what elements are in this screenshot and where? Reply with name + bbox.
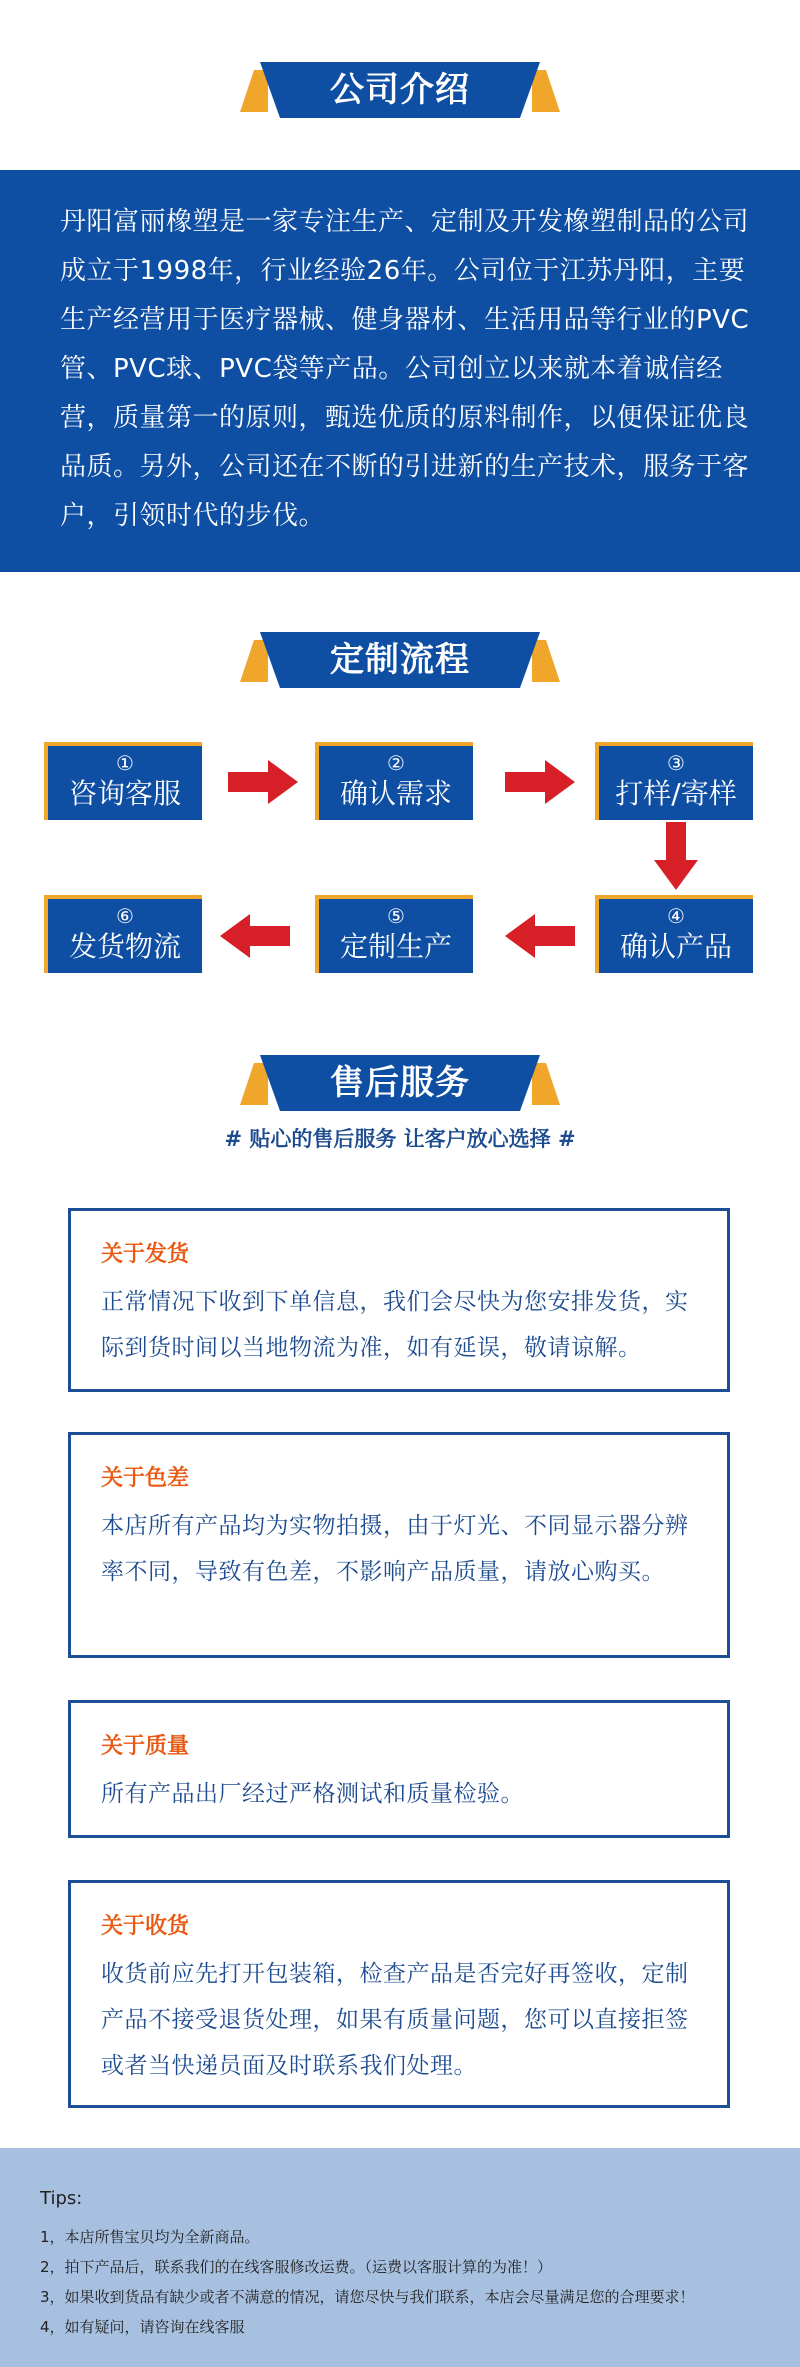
service-card-receiving xyxy=(68,1880,730,2108)
step-number: ③ xyxy=(667,751,685,775)
service-card-heading: 关于发货 xyxy=(101,1242,190,1267)
step-label: 确认产品 xyxy=(619,930,732,963)
service-card-body: 所有产品出厂经过严格测试和质量检验。 xyxy=(101,1781,524,1807)
tips-heading: Tips: xyxy=(40,2188,83,2209)
process-step-3 xyxy=(595,742,753,820)
service-card-color xyxy=(68,1432,730,1658)
intro-panel xyxy=(0,170,800,572)
tips-line: 4，如有疑问，请咨询在线客服 xyxy=(40,2318,245,2336)
step-label: 咨询客服 xyxy=(68,777,181,810)
service-card-body: 本店所有产品均为实物拍摄，由于灯光、不同显示器分辨率不同，导致有色差，不影响产品质量，请放心购买。 xyxy=(101,1513,689,1585)
arrow-right-icon xyxy=(228,760,298,804)
tips-line: 1，本店所售宝贝均为全新商品。 xyxy=(40,2228,260,2246)
process-step-1 xyxy=(44,742,202,820)
step-number: ① xyxy=(116,751,134,775)
arrow-left-icon xyxy=(505,914,575,958)
step-number: ⑤ xyxy=(387,904,405,928)
service-card-quality xyxy=(68,1700,730,1838)
arrow-down-icon xyxy=(654,822,698,890)
process-step-4 xyxy=(595,895,753,973)
arrow-left-icon xyxy=(220,914,290,958)
process-title-banner xyxy=(240,632,560,688)
step-number: ② xyxy=(387,751,405,775)
service-card-shipping xyxy=(68,1208,730,1392)
intro-body: 丹阳富丽橡塑是一家专注生产、定制及开发橡塑制品的公司成立于1998年，行业经验26年。公司位于江苏丹阳，主要生产经营用于医疗器械、健身器材、生活用品等行业的PVC管、PVC球、PVC袋等产品。公司创立以来就本着诚信经营，质量第一的原则，甄选优质的原料制作，以便保证优良品质。另外，公司还在不断的引进新的生产技术，服务于客户，引领时代的步伐。 xyxy=(60,207,750,531)
tips-line: 2，拍下产品后，联系我们的在线客服修改运费。（运费以客服计算的为准！） xyxy=(40,2258,553,2276)
step-number: ④ xyxy=(667,904,685,928)
service-card-heading: 关于质量 xyxy=(101,1734,190,1759)
step-label: 打样/寄样 xyxy=(615,777,737,810)
intro-title: 公司介绍 xyxy=(330,70,470,110)
intro-title-banner xyxy=(240,62,560,118)
process-step-6 xyxy=(44,895,202,973)
service-subtitle: # 贴心的售后服务 让客户放心选择 # xyxy=(224,1127,576,1151)
service-card-body: 正常情况下收到下单信息，我们会尽快为您安排发货，实际到货时间以当地物流为准，如有延误，敬请谅解。 xyxy=(101,1289,689,1361)
step-number: ⑥ xyxy=(116,904,134,928)
process-step-5 xyxy=(315,895,473,973)
step-label: 定制生产 xyxy=(339,930,452,963)
service-card-heading: 关于色差 xyxy=(101,1466,190,1491)
tips-panel xyxy=(0,2148,800,2367)
service-title: 售后服务 xyxy=(330,1063,470,1103)
service-title-banner xyxy=(240,1055,560,1111)
service-card-body: 收货前应先打开包装箱，检查产品是否完好再签收，定制产品不接受退货处理，如果有质量问题，您可以直接拒签或者当快递员面及时联系我们处理。 xyxy=(101,1961,689,2079)
tips-line: 3，如果收到货品有缺少或者不满意的情况，请您尽快与我们联系，本店会尽量满足您的合理要求！ xyxy=(40,2288,695,2306)
process-step-2 xyxy=(315,742,473,820)
process-title: 定制流程 xyxy=(330,640,470,680)
step-label: 发货物流 xyxy=(68,930,181,963)
arrow-right-icon xyxy=(505,760,575,804)
service-card-heading: 关于收货 xyxy=(101,1914,190,1939)
step-label: 确认需求 xyxy=(339,777,452,810)
